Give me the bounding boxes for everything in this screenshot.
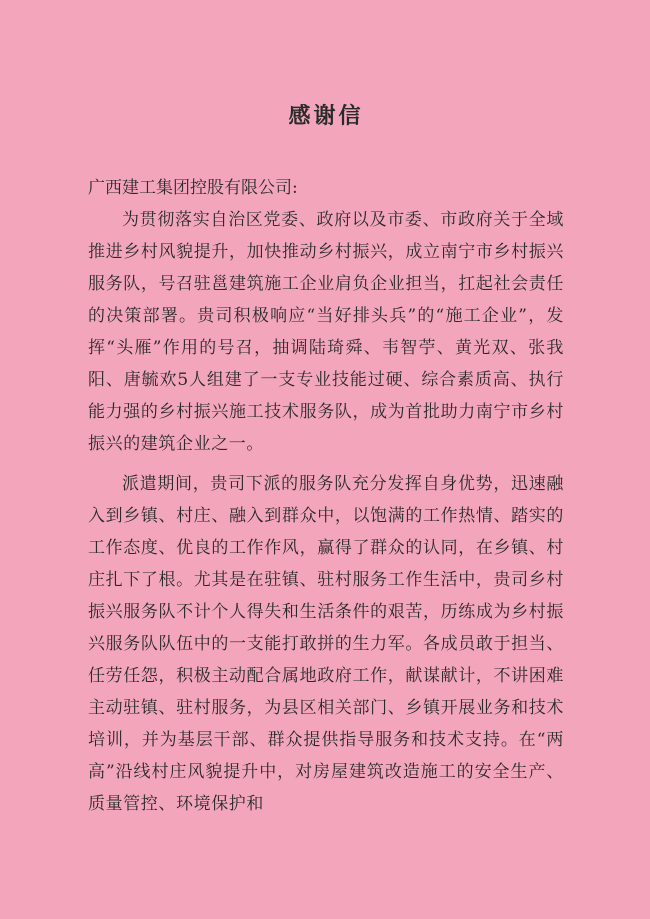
letter-paragraph-2: 派遣期间，贵司下派的服务队充分发挥自身优势，迅速融入到乡镇、村庄、融入到群众中，以饱满的工作热情、踏实的工作态度、优良的工作作风，赢得了群众的认同，在乡镇、村庄扎下了根。尤其是在驻镇、驻村服务工作生活中，贵司乡村振兴服务队不计个人得失和生活条件的艰苦，历练成为乡村振兴服务队队伍中的一支能打敢拼的生力军。各成员敢于担当、任劳任怨，积极主动配合属地政府工作，献谋献计，不讲困难主动驻镇、驻村服务，为县区相关部门、乡镇开展业务和技术培训，并为基层干部、群众提供指导服务和技术支持。在“两高”沿线村庄风貌提升中，对房屋建筑改造施工的安全生产、质量管控、环境保护和 (88, 474, 564, 814)
letter-salutation: 广西建工集团控股有限公司: (88, 178, 298, 198)
letter-paragraph-1: 为贯彻落实自治区党委、政府以及市委、市政府关于全域推进乡村风貌提升，加快推动乡村振兴，成立南宁市乡村振兴服务队，号召驻邕建筑施工企业肩负企业担当，扛起社会责任的决策部署。贵司积极响应“当好排头兵”的“施工企业”，发挥“头雁”作用的号召，抽调陆琦舜、韦智苧、黄光双、张我阳、唐毓欢5人组建了一支专业技能过硬、综合素质高、执行能力强的乡村振兴施工技术服务队，成为首批助力南宁市乡村振兴的建筑企业之一。 (88, 210, 564, 454)
letter-title: 感谢信 (288, 103, 364, 129)
